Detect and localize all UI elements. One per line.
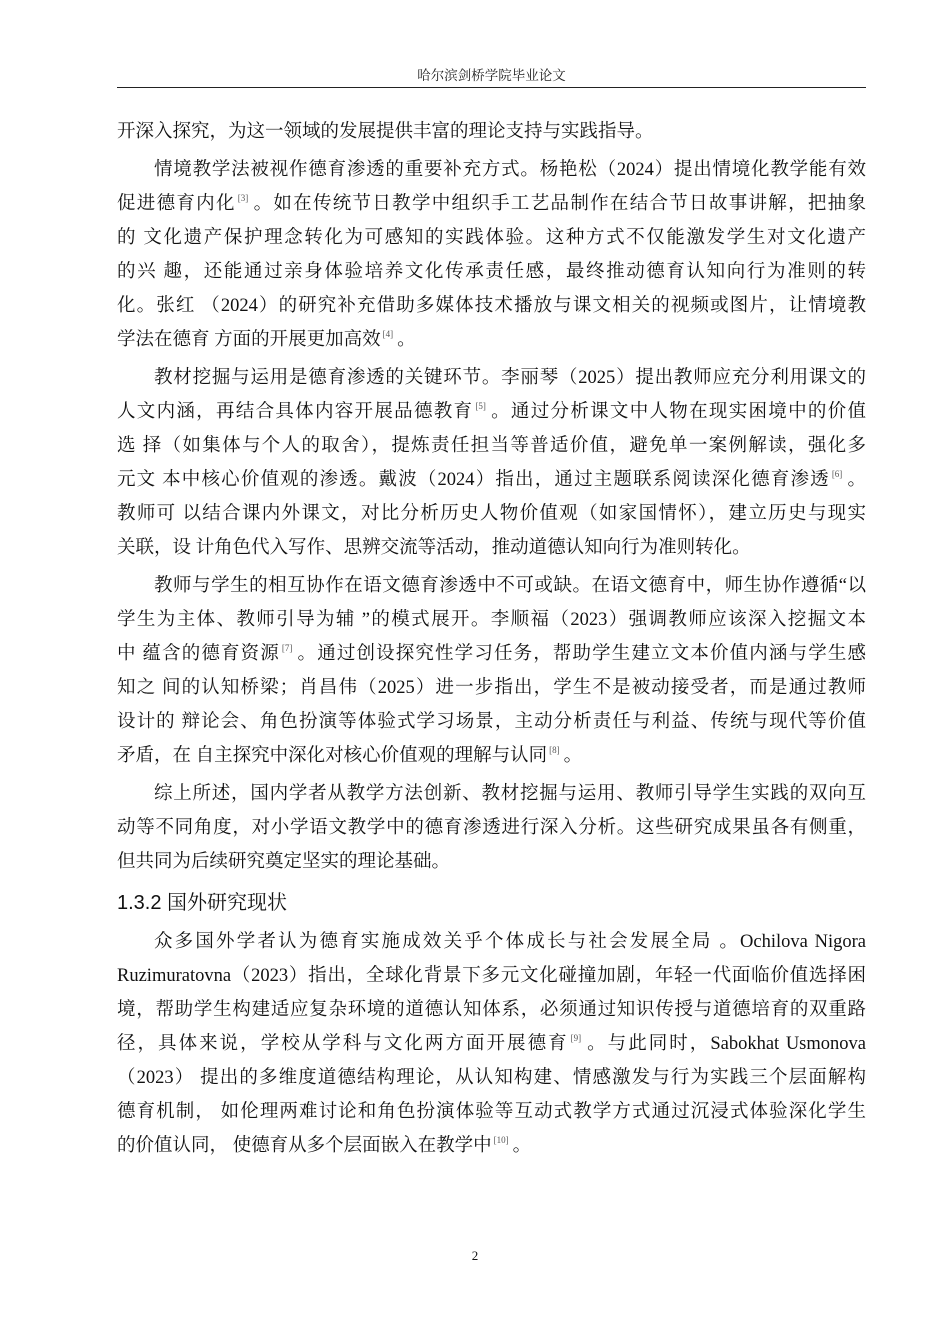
- text-segment: 的价值认同， 使德育从多个层面嵌入在教学中: [117, 1136, 492, 1156]
- text-segment: 教师可 以结合课内外课文，对比分析历史人物价值观（如家国情怀），建立历史与现实: [117, 504, 866, 524]
- text-segment: 促进德育内化: [117, 194, 236, 214]
- text-segment: 元文 本中核心价值观的渗透。戴波（2024）指出，通过主题联系阅读深化德育渗透: [117, 470, 830, 490]
- text-segment: 综上所述，国内学者从教学方法创新、教材挖掘与运用、教师引导学生实践的双向互: [154, 784, 866, 804]
- text-segment: 开深入探究，为这一领域的发展提供丰富的理论支持与实践指导。: [117, 122, 654, 142]
- citation-ref: [6]: [831, 469, 843, 479]
- text-segment: 。: [846, 470, 866, 490]
- text-line: [117, 221, 866, 255]
- text-segment: 。通过创设探究性学习任务，帮助学生建立文本价值内涵与学生感: [296, 644, 866, 664]
- paragraph: [117, 777, 866, 879]
- page-number: 2: [471, 1248, 479, 1263]
- text-line: [117, 187, 866, 221]
- citation-ref: [3]: [237, 193, 249, 203]
- text-segment: 教师与学生的相互协作在语文德育渗透中不可或缺。在语文德育中，师生协作遵循“以: [154, 576, 866, 596]
- text-segment: 。: [563, 746, 583, 766]
- text-line: [117, 395, 866, 429]
- text-segment: 的兴 趣，还能通过亲身体验培养文化传承责任感，最终推动德育认知向行为准则的转: [117, 262, 866, 282]
- text-segment: 选 择（如集体与个人的取舍），提炼责任担当等普适价值，避免单一案例解读，强化多: [117, 436, 866, 456]
- page-header: 哈尔滨剑桥学院毕业论文: [417, 68, 566, 83]
- text-segment: 教材挖掘与运用是德育渗透的关键环节。李丽琴（2025）提出教师应充分利用课文的: [154, 368, 866, 388]
- text-segment: 的 文化遗产保护理念转化为可感知的实践体验。这种方式不仅能激发学生对文化遗产: [117, 228, 866, 248]
- text-line: [117, 497, 866, 531]
- text-line: [117, 531, 866, 565]
- text-segment: 众多国外学者认为德育实施成效关乎个体成长与社会发展全局 。Ochilova Nigora: [154, 932, 866, 952]
- text-line: [117, 845, 866, 879]
- text-line: [117, 925, 866, 959]
- document-body: [117, 115, 866, 1167]
- text-line: [117, 1129, 866, 1163]
- citation-ref: [7]: [281, 643, 293, 653]
- text-line: [117, 777, 866, 811]
- header-divider: [117, 87, 866, 88]
- text-line: [117, 603, 866, 637]
- text-segment: 。通过分析课文中人物在现实困境中的价值: [489, 402, 866, 422]
- text-segment: 。如在传统节日教学中组织手工艺品制作在结合节日故事讲解，把抽象: [252, 194, 866, 214]
- text-line: [117, 1061, 866, 1095]
- text-line: [117, 1027, 866, 1061]
- text-segment: 人文内涵，再结合具体内容开展品德教育: [117, 402, 474, 422]
- paragraph: [117, 925, 866, 1163]
- citation-ref: [5]: [475, 401, 486, 411]
- text-line: [117, 323, 866, 357]
- text-segment: 德育机制， 如伦理两难讨论和角色扮演体验等互动式教学方式通过沉浸式体验深化学生: [117, 1102, 866, 1122]
- text-segment: 情境教学法被视作德育渗透的重要补充方式。杨艳松（2024）提出情境化教学能有效: [154, 160, 866, 180]
- text-line: [117, 671, 866, 705]
- text-line: [117, 993, 866, 1027]
- text-segment: 化。张红 （2024）的研究补充借助多媒体技术播放与课文相关的视频或图片，让情境教: [117, 296, 866, 316]
- text-line: [117, 1095, 866, 1129]
- citation-ref: [9]: [570, 1033, 582, 1043]
- text-segment: 学法在德育 方面的开展更加高效: [117, 330, 381, 350]
- text-line: [117, 637, 866, 671]
- text-segment: 境，帮助学生构建适应复杂环境的道德认知体系，必须通过知识传授与道德培育的双重路: [117, 1000, 866, 1020]
- text-segment: 矛盾，在 自主探究中深化对核心价值观的理解与认同: [117, 746, 548, 766]
- text-segment: （2023） 提出的多维度道德结构理论，从认知构建、情感激发与行为实践三个层面解构: [117, 1068, 866, 1088]
- text-line: [117, 361, 866, 395]
- text-segment: 设计的 辩论会、角色扮演等体验式学习场景，主动分析责任与利益、传统与现代等价值: [117, 712, 866, 732]
- text-line: [117, 463, 866, 497]
- text-line: [117, 959, 866, 993]
- text-segment: 。: [397, 330, 416, 350]
- citation-ref: [10]: [493, 1135, 509, 1145]
- text-segment: 中 蕴含的德育资源: [117, 644, 280, 664]
- paragraph: [117, 115, 866, 149]
- text-segment: 。与此同时，Sabokhat Usmonova: [585, 1034, 866, 1054]
- text-segment: 学生为主体、教师引导为辅 ”的模式展开。李顺福（2023）强调教师应该深入挖掘文本: [117, 610, 866, 630]
- text-line: [117, 705, 866, 739]
- text-line: [117, 739, 866, 773]
- section-heading: 1.3.2 国外研究现状: [117, 892, 288, 914]
- text-segment: 径，具体来说，学校从学科与文化两方面开展德育: [117, 1034, 569, 1054]
- citation-ref: [8]: [549, 745, 560, 755]
- text-line: [117, 569, 866, 603]
- text-segment: Ruzimuratovna（2023）指出，全球化背景下多元文化碰撞加剧，年轻一代面临价值选择困: [117, 966, 866, 986]
- text-segment: 知之 间的认知桥梁；肖昌伟（2025）进一步指出，学生不是被动接受者，而是通过教师: [117, 678, 866, 698]
- paragraph: [117, 361, 866, 565]
- text-line: [117, 811, 866, 845]
- text-segment: 。: [512, 1136, 532, 1156]
- text-line: [117, 153, 866, 187]
- text-segment: 但共同为后续研究奠定坚实的理论基础。: [117, 852, 451, 872]
- citation-ref: [4]: [382, 329, 394, 339]
- text-line: [117, 115, 866, 149]
- text-segment: 动等不同角度，对小学语文教学中的德育渗透进行深入分析。这些研究成果虽各有侧重，: [117, 818, 866, 838]
- paragraph: [117, 153, 866, 357]
- text-line: [117, 429, 866, 463]
- paragraph: [117, 569, 866, 773]
- text-line: [117, 255, 866, 289]
- text-segment: 关联，设 计角色代入写作、思辨交流等活动，推动道德认知向行为准则转化。: [117, 538, 751, 558]
- text-line: [117, 289, 866, 323]
